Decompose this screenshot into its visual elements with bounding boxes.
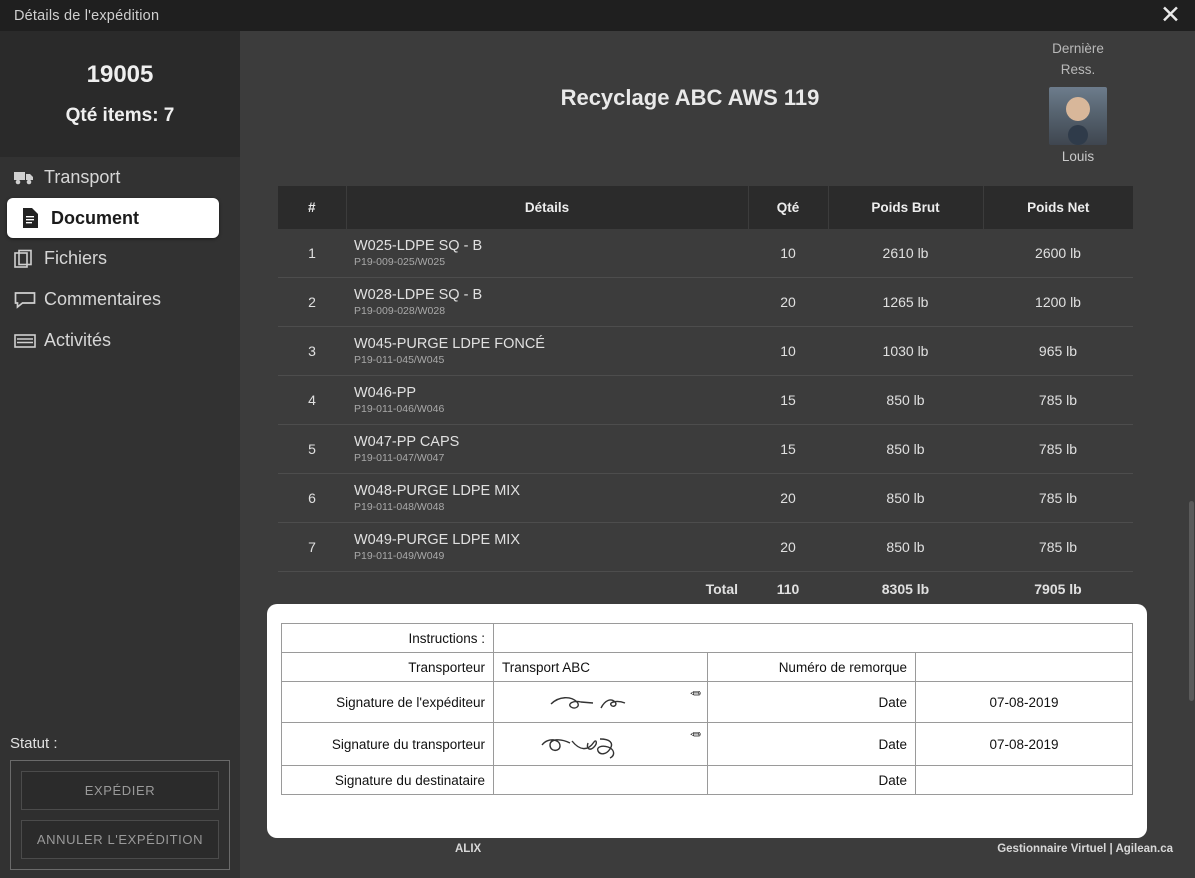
row-qty: 10: [748, 327, 828, 376]
shipment-number: 19005: [86, 61, 154, 88]
total-qty: 110: [748, 572, 828, 607]
row-details: [346, 523, 748, 572]
row-name: W048-PURGE LDPE MIX: [354, 483, 520, 499]
table-row: [278, 523, 1133, 572]
receiver-signature-label: Signature du destinataire: [282, 766, 494, 795]
row-gross: 1030 lb: [828, 327, 983, 376]
row-code: P19-011-045/W045: [354, 354, 445, 366]
row-qty: 15: [748, 425, 828, 474]
sidebar-item-commentaires[interactable]: [0, 279, 240, 320]
row-name: W045-PURGE LDPE FONCÉ: [354, 336, 545, 352]
receiver-date-label: Date: [708, 766, 916, 795]
row-index: 6: [278, 474, 346, 523]
status-buttons: [10, 760, 230, 870]
document-icon: [21, 208, 51, 228]
carrier-row: [282, 653, 1133, 682]
table-row: [278, 278, 1133, 327]
resource-name: Louis: [1061, 148, 1095, 164]
signature-card: [267, 604, 1147, 838]
comment-icon: [14, 291, 44, 309]
trailer-label: Numéro de remorque: [708, 653, 916, 682]
footer-left: ALIX: [455, 843, 482, 855]
row-details: [346, 474, 748, 523]
receiver-signature-field[interactable]: [494, 766, 708, 795]
row-qty: 20: [748, 474, 828, 523]
scrollbar[interactable]: [1189, 501, 1194, 701]
signature-table: [281, 623, 1133, 795]
row-qty: 10: [748, 229, 828, 278]
shipper-signature-label: Signature de l'expéditeur: [282, 682, 494, 723]
total-label: Total: [346, 572, 748, 607]
status-section: [10, 735, 230, 870]
row-net: 785 lb: [983, 425, 1133, 474]
sidebar-item-activites[interactable]: [0, 320, 240, 361]
row-qty: 15: [748, 376, 828, 425]
row-code: P19-009-028/W028: [354, 305, 446, 317]
ship-button[interactable]: EXPÉDIER: [21, 771, 219, 810]
close-icon[interactable]: ✕: [1160, 1, 1181, 29]
files-icon: [14, 249, 44, 269]
row-details: [346, 425, 748, 474]
row-gross: 850 lb: [828, 376, 983, 425]
document-panel: [240, 31, 1195, 878]
sidebar-item-label: Commentaires: [44, 289, 162, 309]
carrier-date-value[interactable]: 07-08-2019: [916, 723, 1133, 766]
total-net: 7905 lb: [983, 572, 1133, 607]
last-resource: [1023, 39, 1133, 168]
window-title: Détails de l'expédition: [14, 7, 160, 24]
carrier-label: Transporteur: [282, 653, 494, 682]
row-details: [346, 278, 748, 327]
row-code: P19-011-048/W048: [354, 501, 445, 513]
shipper-date-value[interactable]: 07-08-2019: [916, 682, 1133, 723]
page-title: Recyclage ABC AWS 119: [560, 85, 820, 110]
sidebar-nav: [0, 157, 240, 361]
resource-heading-line2: Ress.: [1060, 61, 1096, 77]
truck-icon: [14, 170, 44, 186]
row-details: [346, 327, 748, 376]
receiver-date-value[interactable]: [916, 766, 1133, 795]
row-index: 4: [278, 376, 346, 425]
col-details: Détails: [346, 186, 748, 229]
row-code: P19-011-047/W047: [354, 452, 445, 464]
row-qty: 20: [748, 278, 828, 327]
col-qty: Qté: [748, 186, 828, 229]
sidebar-header: [0, 31, 240, 157]
row-details: [346, 376, 748, 425]
table-row: [278, 376, 1133, 425]
row-gross: 850 lb: [828, 523, 983, 572]
row-index: 3: [278, 327, 346, 376]
sidebar-item-fichiers[interactable]: [0, 238, 240, 279]
sidebar: [0, 31, 240, 878]
sidebar-item-label: Fichiers: [44, 248, 108, 268]
instructions-value[interactable]: [494, 624, 1133, 653]
row-net: 1200 lb: [983, 278, 1133, 327]
row-name: W028-LDPE SQ - B: [354, 287, 483, 303]
row-gross: 1265 lb: [828, 278, 983, 327]
table-row: [278, 425, 1133, 474]
pencil-icon[interactable]: ✏: [690, 727, 701, 742]
avatar: [1049, 87, 1107, 145]
row-name: W046-PP: [354, 385, 417, 401]
row-name: W025-LDPE SQ - B: [354, 238, 483, 254]
row-gross: 850 lb: [828, 474, 983, 523]
carrier-signature-label: Signature du transporteur: [282, 723, 494, 766]
col-index: #: [278, 186, 346, 229]
total-gross: 8305 lb: [828, 572, 983, 607]
sidebar-item-transport[interactable]: [0, 157, 240, 198]
row-code: P19-011-049/W049: [354, 550, 445, 562]
trailer-value[interactable]: [916, 653, 1133, 682]
instructions-label: Instructions :: [282, 624, 494, 653]
shipper-signature-row: [282, 682, 1133, 723]
col-net: Poids Net: [983, 186, 1133, 229]
row-index: 5: [278, 425, 346, 474]
sidebar-item-label: Document: [51, 207, 140, 228]
total-spacer: [278, 572, 346, 607]
carrier-date-label: Date: [708, 723, 916, 766]
row-net: 965 lb: [983, 327, 1133, 376]
row-gross: 2610 lb: [828, 229, 983, 278]
row-net: 785 lb: [983, 523, 1133, 572]
status-label: Statut :: [10, 735, 58, 752]
cancel-shipment-button[interactable]: ANNULER L'EXPÉDITION: [21, 820, 219, 859]
resource-heading-line1: Dernière: [1052, 41, 1104, 56]
row-index: 2: [278, 278, 346, 327]
receiver-signature-row: [282, 766, 1133, 795]
table-row: [278, 229, 1133, 278]
shipper-signature-field[interactable]: [494, 682, 708, 723]
row-details: [346, 229, 748, 278]
row-name: W047-PP CAPS: [354, 434, 460, 450]
sidebar-item-document[interactable]: [7, 198, 219, 238]
row-net: 785 lb: [983, 474, 1133, 523]
carrier-signature-field[interactable]: [494, 723, 708, 766]
sidebar-item-label: Activités: [44, 330, 112, 350]
row-index: 1: [278, 229, 346, 278]
activity-icon: [14, 333, 44, 349]
table-total-row: [278, 572, 1133, 607]
item-count-label: Qté items: 7: [65, 105, 175, 126]
shipper-signature-ink: [541, 690, 661, 720]
carrier-value[interactable]: Transport ABC: [494, 653, 708, 682]
instructions-row: [282, 624, 1133, 653]
items-table: [278, 186, 1133, 607]
row-code: P19-011-046/W046: [354, 403, 445, 415]
row-net: 785 lb: [983, 376, 1133, 425]
row-name: W049-PURGE LDPE MIX: [354, 532, 520, 548]
table-row: [278, 474, 1133, 523]
shipper-date-label: Date: [708, 682, 916, 723]
table-row: [278, 327, 1133, 376]
row-index: 7: [278, 523, 346, 572]
footer-right: Gestionnaire Virtuel | Agilean.ca: [997, 843, 1173, 855]
row-code: P19-009-025/W025: [354, 256, 446, 268]
carrier-signature-row: [282, 723, 1133, 766]
col-gross: Poids Brut: [828, 186, 983, 229]
carrier-signature-ink: [536, 731, 666, 763]
sidebar-item-label: Transport: [44, 167, 121, 187]
pencil-icon[interactable]: ✏: [690, 686, 701, 701]
window-titlebar: [0, 0, 1195, 31]
row-gross: 850 lb: [828, 425, 983, 474]
row-qty: 20: [748, 523, 828, 572]
table-header-row: [278, 186, 1133, 229]
row-net: 2600 lb: [983, 229, 1133, 278]
